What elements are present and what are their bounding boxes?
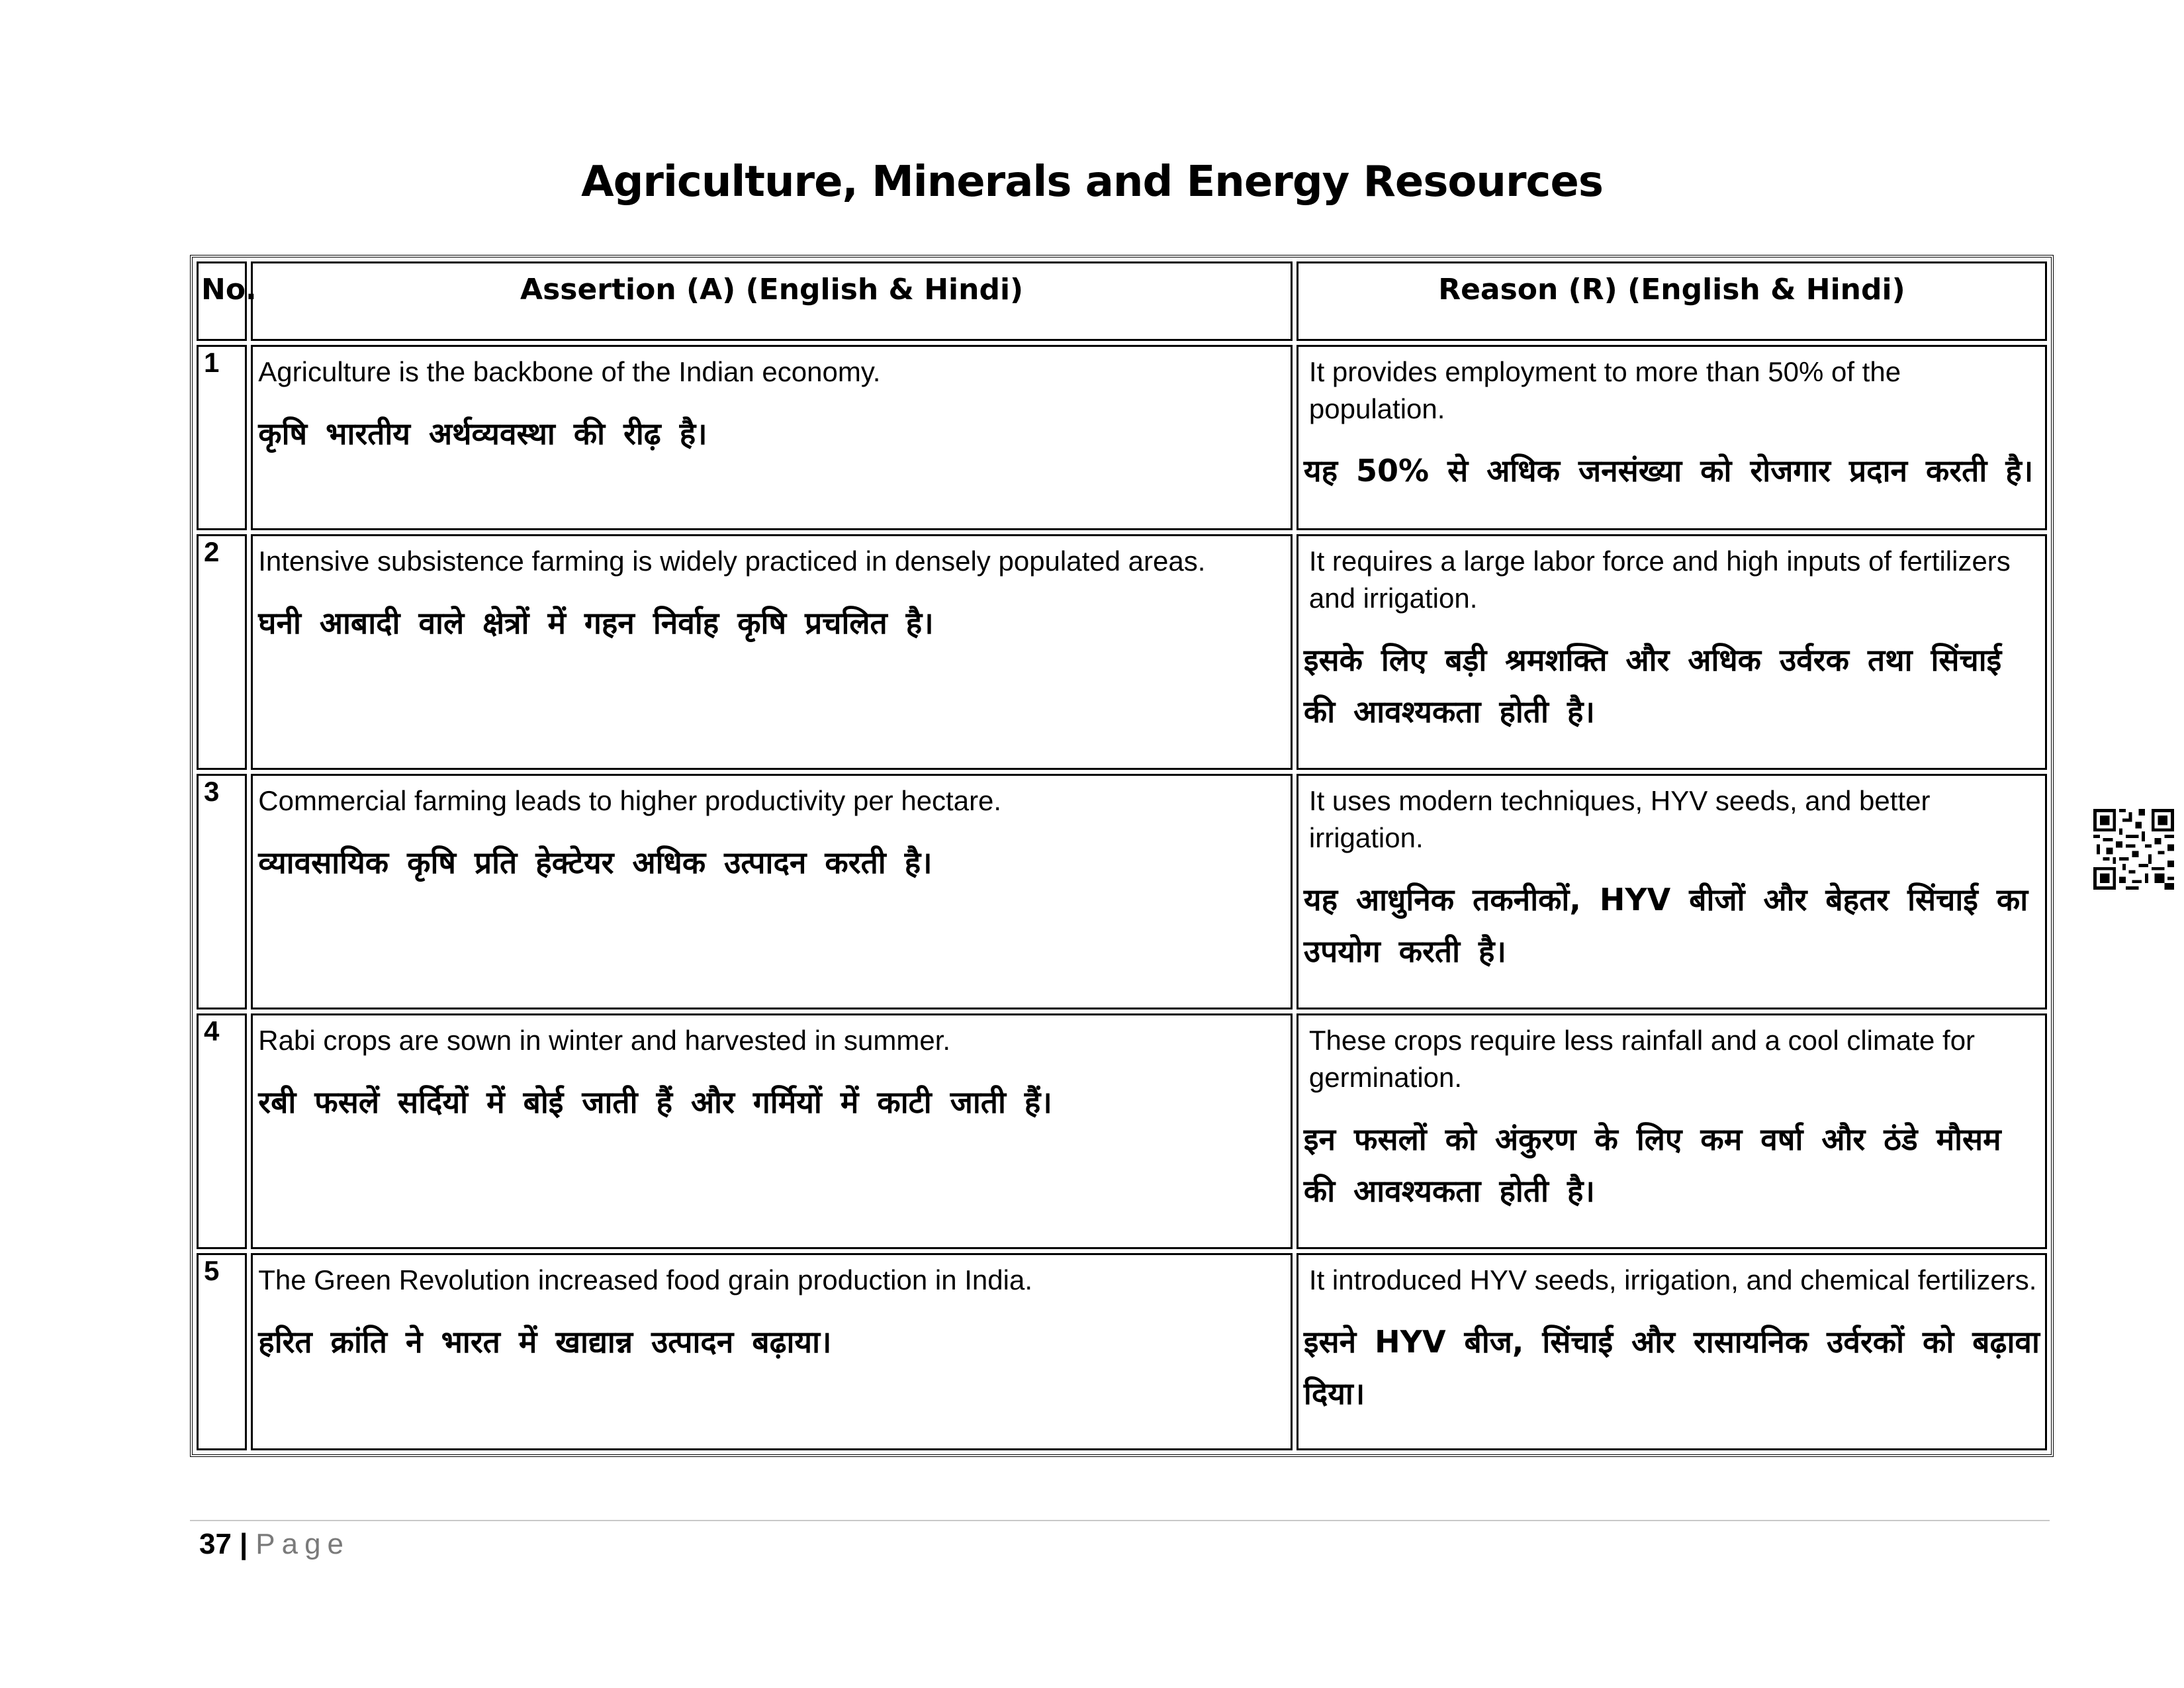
assertion-hindi: रबी फसलें सर्दियों में बोई जाती हैं और गर्मियों में काटी जाती हैं। <box>258 1084 1052 1120</box>
footer-separator: | <box>239 1528 248 1560</box>
footer-divider <box>190 1520 2050 1521</box>
assertion-cell <box>251 534 1293 770</box>
table-row <box>197 1013 2047 1249</box>
page-footer <box>199 1528 350 1561</box>
reason-english: It requires a large labor force and high inputs of fertilizers and irrigation. <box>1308 545 2011 614</box>
reason-cell <box>1297 1253 2047 1450</box>
assertion-cell <box>251 345 1293 530</box>
reason-cell <box>1297 1013 2047 1249</box>
assertion-hindi: हरित क्रांति ने भारत में खाद्यान्न उत्पादन बढ़ाया। <box>258 1324 832 1360</box>
row-number: 4 <box>197 1013 247 1249</box>
reason-cell <box>1297 774 2047 1009</box>
assertion-english: Agriculture is the backbone of the Indian economy. <box>258 356 881 387</box>
reason-english: It provides employment to more than 50% of the population. <box>1308 356 1901 424</box>
reason-hindi: इसके लिए बड़ी श्रमशक्ति और अधिक उर्वरक तथा सिंचाई की आवश्यकता होती है। <box>1303 642 2002 729</box>
reason-english: It introduced HYV seeds, irrigation, and chemical fertilizers. <box>1308 1264 2037 1295</box>
row-number: 3 <box>197 774 247 1009</box>
assertion-cell <box>251 774 1293 1009</box>
table-header-row <box>197 261 2047 341</box>
reason-hindi: यह आधुनिक तकनीकों, HYV बीजों और बेहतर सिंचाई का उपयोग करती है। <box>1303 882 2028 969</box>
reason-english: It uses modern techniques, HYV seeds, and better irrigation. <box>1308 785 1931 853</box>
row-number: 2 <box>197 534 247 770</box>
page-label: Page <box>255 1528 351 1560</box>
assertion-hindi: व्यावसायिक कृषि प्रति हेक्टेयर अधिक उत्पादन करती है। <box>258 845 933 880</box>
assertion-english: Commercial farming leads to higher productivity per hectare. <box>258 785 1002 816</box>
header-reason: Reason (R) (English & Hindi) <box>1297 261 2047 341</box>
assertion-hindi: घनी आबादी वाले क्षेत्रों में गहन निर्वाह कृषि प्रचलित है। <box>258 605 934 641</box>
table-row <box>197 345 2047 530</box>
row-number: 5 <box>197 1253 247 1450</box>
table-row <box>197 534 2047 770</box>
reason-hindi: इन फसलों को अंकुरण के लिए कम वर्षा और ठंडे मौसम की आवश्यकता होती है। <box>1303 1121 2001 1209</box>
reason-english: These crops require less rainfall and a cool climate for germination. <box>1308 1025 1976 1093</box>
page-title: Agriculture, Minerals and Energy Resources <box>581 158 1603 207</box>
assertion-cell <box>251 1253 1293 1450</box>
reason-hindi: यह 50% से अधिक जनसंख्या को रोजगार प्रदान करती है। <box>1303 453 2034 489</box>
assertion-english: Intensive subsistence farming is widely practiced in densely populated areas. <box>258 545 1206 577</box>
assertion-english: The Green Revolution increased food grain production in India. <box>258 1264 1032 1295</box>
header-assertion: Assertion (A) (English & Hindi) <box>251 261 1293 341</box>
reason-hindi: इसने HYV बीज, सिंचाई और रासायनिक उर्वरकों को बढ़ावा दिया। <box>1303 1324 2040 1411</box>
header-no: No. <box>197 261 247 341</box>
assertion-reason-table <box>190 255 2054 1457</box>
table-row <box>197 774 2047 1009</box>
reason-cell <box>1297 345 2047 530</box>
row-number: 1 <box>197 345 247 530</box>
table-row <box>197 1253 2047 1450</box>
assertion-hindi: कृषि भारतीय अर्थव्यवस्था की रीढ़ है। <box>258 416 707 451</box>
page-number: 37 <box>199 1528 232 1560</box>
assertion-cell <box>251 1013 1293 1249</box>
qr-code-icon <box>2093 809 2174 890</box>
assertion-english: Rabi crops are sown in winter and harvested in summer. <box>258 1025 951 1056</box>
reason-cell <box>1297 534 2047 770</box>
